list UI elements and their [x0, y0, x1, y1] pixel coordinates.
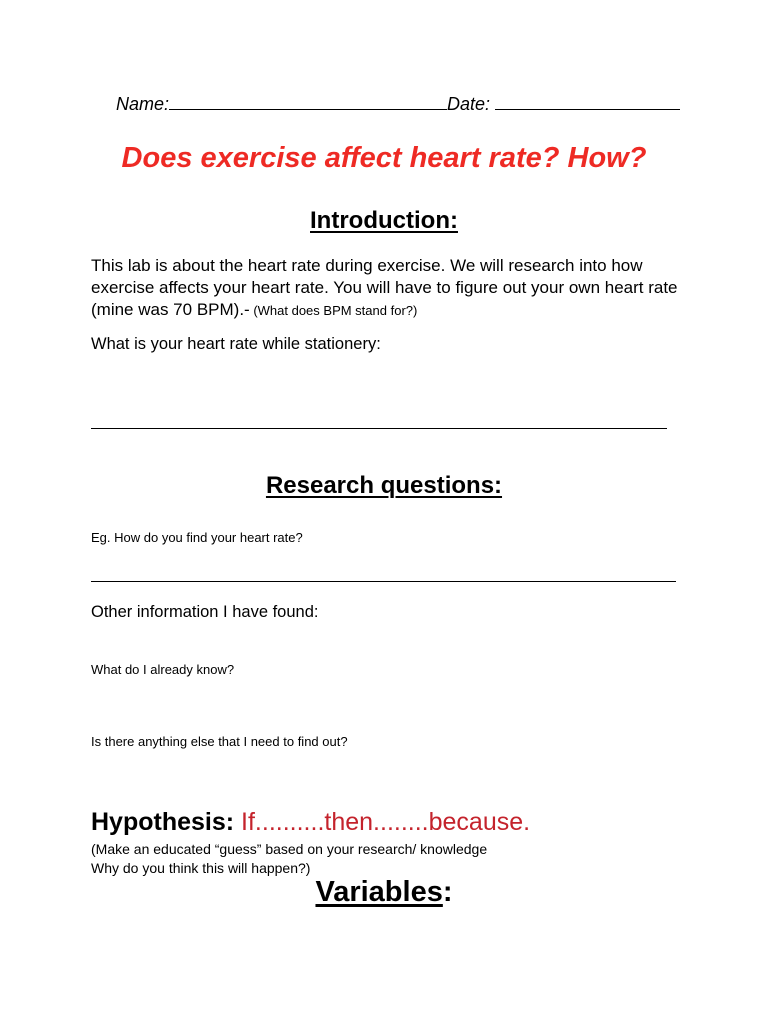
hypothesis-label: Hypothesis:	[91, 808, 235, 836]
name-label: Name:	[116, 94, 170, 114]
date-label: Date:	[447, 94, 496, 114]
hypothesis-instructions	[91, 840, 591, 878]
find-out-question: Is there anything else that I need to find out?	[91, 734, 348, 749]
name-date-line	[116, 92, 680, 115]
research-questions-heading: Research questions:	[265, 472, 503, 499]
stationary-heart-rate-question: What is your heart rate while stationery:	[91, 335, 381, 353]
introduction-text: This lab is about the heart rate during exercise. We will research into how exercise affects your heart rate. You will have to figure out your own heart rate (mine was 70 BPM).-	[91, 256, 678, 319]
bpm-question-note: (What does BPM stand for?)	[249, 303, 418, 318]
introduction-paragraph	[91, 255, 691, 322]
variables-heading-colon: :	[442, 876, 453, 908]
introduction-heading: Introduction:	[310, 207, 458, 234]
hypothesis-note-line-1: (Make an educated “guess” based on your research/ knowledge	[91, 841, 488, 857]
worksheet-title: Does exercise affect heart rate? How?	[121, 142, 647, 174]
research-answer-line[interactable]	[91, 581, 676, 582]
stationary-answer-line[interactable]	[91, 428, 667, 429]
research-example-question: Eg. How do you find your heart rate?	[91, 530, 303, 545]
variables-heading-word: Variables	[315, 876, 443, 908]
already-know-question: What do I already know?	[91, 662, 235, 677]
variables-heading	[0, 876, 768, 909]
hypothesis-note-line-2: Why do you think this will happen?)	[91, 860, 311, 876]
hypothesis-template: If..........then........because.	[234, 808, 531, 836]
name-blank-line[interactable]	[169, 92, 447, 110]
date-blank-line[interactable]	[495, 92, 680, 110]
hypothesis-line	[91, 808, 530, 837]
other-information-label: Other information I have found:	[91, 603, 319, 621]
